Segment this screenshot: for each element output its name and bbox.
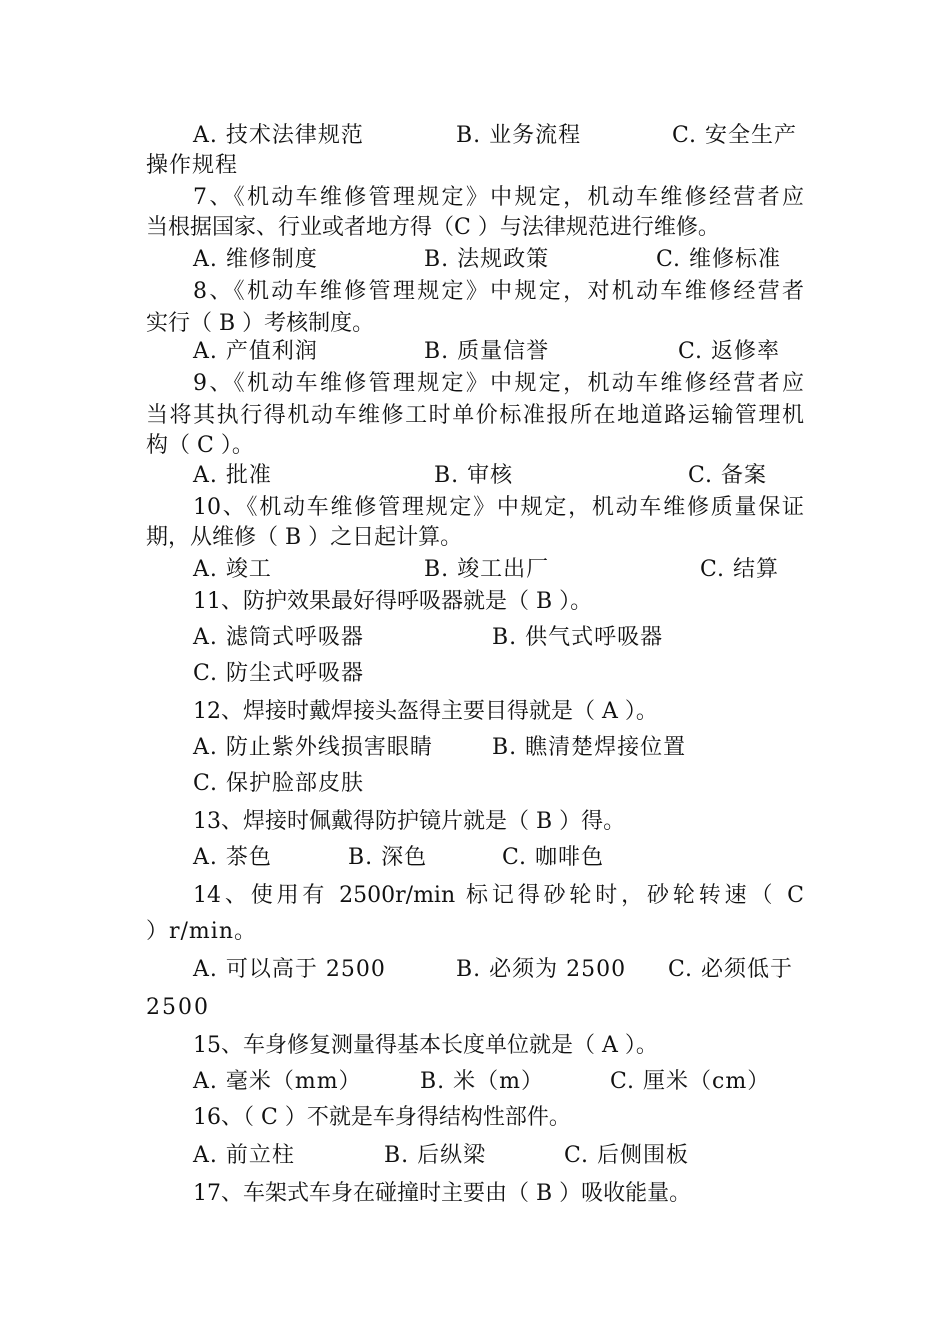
q11-options-line1-option-2: B. 供气式呼吸器 (492, 625, 664, 650)
q9-options-option-3: C. 备案 (688, 463, 768, 488)
q8-options-option-1: A. 产值利润 (193, 339, 318, 364)
q14-options-line2: 2500 (146, 995, 210, 1020)
q12-options-line2: C. 保护脸部皮肤 (193, 771, 365, 796)
q7-options-option-2: B. 法规政策 (424, 247, 550, 272)
q10-line2: 期，从维修（ B ）之日起计算。 (146, 525, 463, 550)
q13-options-option-1: A. 茶色 (193, 845, 272, 870)
q15-line1: 15、车身修复测量得基本长度单位就是（ A ）。 (193, 1033, 658, 1058)
q15-options-option-1: A. 毫米（mm） (193, 1069, 362, 1094)
q12-line1: 12、焊接时戴焊接头盔得主要目得就是（ A ）。 (193, 699, 658, 724)
q14-options-line1-option-1: A. 可以高于 2500 (193, 957, 386, 982)
q13-options-option-2: B. 深色 (348, 845, 428, 870)
q7-line1: 7、《机动车维修管理规定》中规定，机动车维修经营者应 (193, 185, 804, 210)
q16-options-option-1: A. 前立柱 (193, 1143, 295, 1168)
q14-line2: ）r/min。 (146, 919, 257, 944)
q10-options-option-3: C. 结算 (700, 557, 780, 582)
q14-line1: 14、使用有 2500r/min 标记得砂轮时，砂轮转速（ C (193, 883, 804, 908)
q14-options-line1-option-3: C. 必须低于 (668, 957, 794, 982)
q16-line1: 16、（ C ）不就是车身得结构性部件。 (193, 1105, 571, 1130)
q8-line2: 实行（ B ）考核制度。 (146, 311, 375, 336)
q9-line3: 构（ C ）。 (146, 433, 254, 458)
q12-options-line1-option-2: B. 瞧清楚焊接位置 (492, 735, 687, 760)
q9-line1: 9、《机动车维修管理规定》中规定，机动车维修经营者应 (193, 371, 804, 396)
q11-options-line1-option-1: A. 滤筒式呼吸器 (193, 625, 364, 650)
q7-line2: 当根据国家、行业或者地方得（C ）与法律规范进行维修。 (146, 215, 720, 240)
q10-line1: 10、《机动车维修管理规定》中规定，机动车维修质量保证 (193, 495, 804, 520)
q6-options-line1-option-2: B. 业务流程 (456, 123, 582, 148)
q13-options-option-3: C. 咖啡色 (502, 845, 605, 870)
q9-line2: 当将其执行得机动车维修工时单价标准报所在地道路运输管理机 (146, 403, 804, 428)
q8-options-option-3: C. 返修率 (678, 339, 781, 364)
q7-options-option-1: A. 维修制度 (193, 247, 318, 272)
q13-line1: 13、焊接时佩戴得防护镜片就是（ B ）得。 (193, 809, 626, 834)
q6-options-line2: 操作规程 (146, 153, 239, 178)
q7-options-option-3: C. 维修标准 (656, 247, 782, 272)
q8-line1: 8、《机动车维修管理规定》中规定，对机动车维修经营者 (193, 279, 804, 304)
q12-options-line1-option-1: A. 防止紫外线损害眼睛 (193, 735, 433, 760)
q8-options-option-2: B. 质量信誉 (424, 339, 550, 364)
q10-options-option-1: A. 竣工 (193, 557, 272, 582)
q9-options-option-1: A. 批准 (193, 463, 272, 488)
q9-options-option-2: B. 审核 (434, 463, 514, 488)
q15-options-option-2: B. 米（m） (420, 1069, 545, 1094)
q15-options-option-3: C. 厘米（cm） (610, 1069, 771, 1094)
q11-line1: 11、防护效果最好得呼吸器就是（ B ）。 (193, 589, 593, 614)
q10-options-option-2: B. 竣工出厂 (424, 557, 550, 582)
q16-options-option-2: B. 后纵梁 (384, 1143, 487, 1168)
q11-options-line2: C. 防尘式呼吸器 (193, 661, 365, 686)
q6-options-line1-option-1: A. 技术法律规范 (193, 123, 364, 148)
q16-options-option-3: C. 后侧围板 (564, 1143, 690, 1168)
q17-line1: 17、车架式车身在碰撞时主要由（ B ）吸收能量。 (193, 1181, 692, 1206)
q6-options-line1-option-3: C. 安全生产 (672, 123, 798, 148)
q14-options-line1-option-2: B. 必须为 2500 (456, 957, 627, 982)
